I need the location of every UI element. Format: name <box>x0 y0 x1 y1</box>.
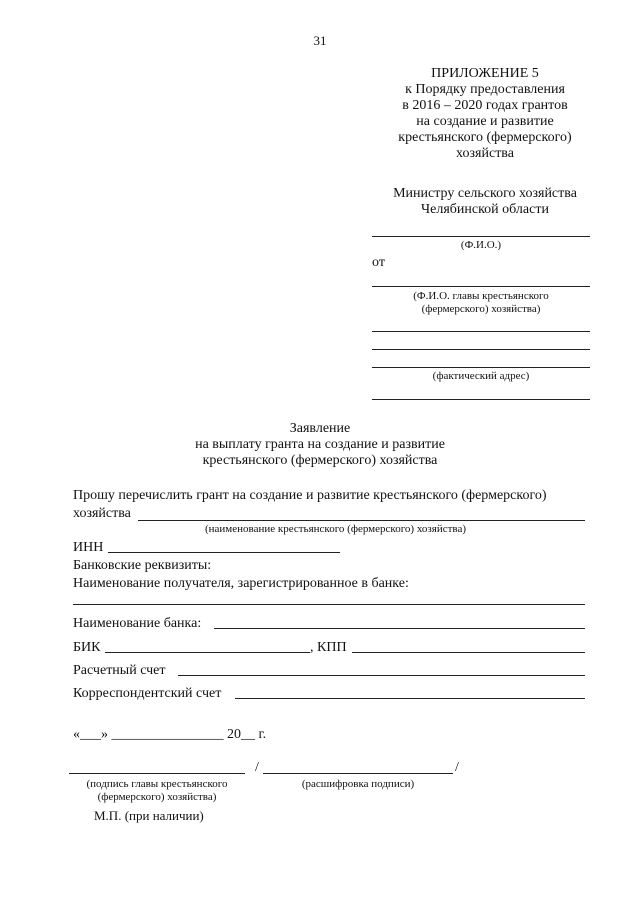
slash-left: / <box>255 760 259 775</box>
bik-field[interactable] <box>105 652 310 653</box>
farm-caption: (наименование крестьянского (фермерского) хозяйства) <box>204 523 467 535</box>
inn-label: ИНН <box>73 540 104 555</box>
bank-name-label: Наименование банка: <box>73 616 202 631</box>
appendix-line: хозяйства <box>456 146 514 161</box>
appendix-line: в 2016 – 2020 годах грантов <box>402 98 568 113</box>
account-label: Расчетный счет <box>73 663 166 678</box>
request-text: Прошу перечислить грант на создание и развитие крестьянского (фермерского) <box>73 488 547 503</box>
farm-label: хозяйства <box>73 506 131 521</box>
document-heading <box>140 421 500 469</box>
address-caption: (фактический адрес) <box>432 370 530 382</box>
page-number: 31 <box>313 33 327 48</box>
fio-caption: (Ф.И.О.) <box>460 239 502 251</box>
corr-account-field[interactable] <box>235 698 585 699</box>
head-name-line[interactable] <box>372 286 590 287</box>
signature-field[interactable] <box>69 773 245 774</box>
heading-line1: Заявление <box>289 421 351 436</box>
addressee-line1: Министру сельского хозяйства <box>393 186 577 201</box>
address-line-4[interactable] <box>372 399 590 400</box>
stamp-note: М.П. (при наличии) <box>94 808 204 823</box>
bank-name-field[interactable] <box>214 628 585 629</box>
addressee-block <box>360 186 610 218</box>
signature-caption-line: (подпись главы крестьянского <box>86 778 228 790</box>
signature-caption-line: (фермерского) хозяйства) <box>97 791 217 803</box>
from-label: от <box>372 255 385 270</box>
signature-decode-field[interactable] <box>263 773 453 774</box>
recipient-name-field[interactable] <box>73 604 585 605</box>
heading-line3: крестьянского (фермерского) хозяйства <box>202 453 438 468</box>
fio-line[interactable] <box>372 236 590 237</box>
heading-line2: на выплату гранта на создание и развитие <box>195 437 445 452</box>
address-line-3[interactable] <box>372 367 590 368</box>
appendix-block <box>360 66 610 162</box>
appendix-line: на создание и развитие <box>416 114 554 129</box>
bank-details-label: Банковские реквизиты: <box>73 558 212 573</box>
corr-account-label: Корреспондентский счет <box>73 686 222 701</box>
account-field[interactable] <box>178 675 585 676</box>
date-field[interactable]: «___» ________________ 20__ г. <box>73 727 267 742</box>
decode-caption: (расшифровка подписи) <box>301 778 415 790</box>
appendix-line: к Порядку предоставления <box>405 82 565 97</box>
head-caption-line: (Ф.И.О. главы крестьянского <box>413 290 549 302</box>
address-line-1[interactable] <box>372 331 590 332</box>
signature-caption <box>62 778 252 804</box>
appendix-title: ПРИЛОЖЕНИЕ 5 <box>431 66 539 81</box>
head-caption <box>372 290 590 316</box>
bik-label: БИК <box>73 640 101 655</box>
kpp-label: , КПП <box>310 640 347 655</box>
inn-field[interactable] <box>108 552 340 553</box>
addressee-line2: Челябинской области <box>421 202 549 217</box>
head-caption-line: (фермерского) хозяйства) <box>421 303 541 315</box>
recipient-name-label: Наименование получателя, зарегистрированное в банке: <box>73 576 409 591</box>
farm-name-field[interactable] <box>138 520 585 521</box>
slash-right: / <box>455 760 459 775</box>
kpp-field[interactable] <box>352 652 585 653</box>
appendix-line: крестьянского (фермерского) <box>398 130 572 145</box>
address-line-2[interactable] <box>372 349 590 350</box>
